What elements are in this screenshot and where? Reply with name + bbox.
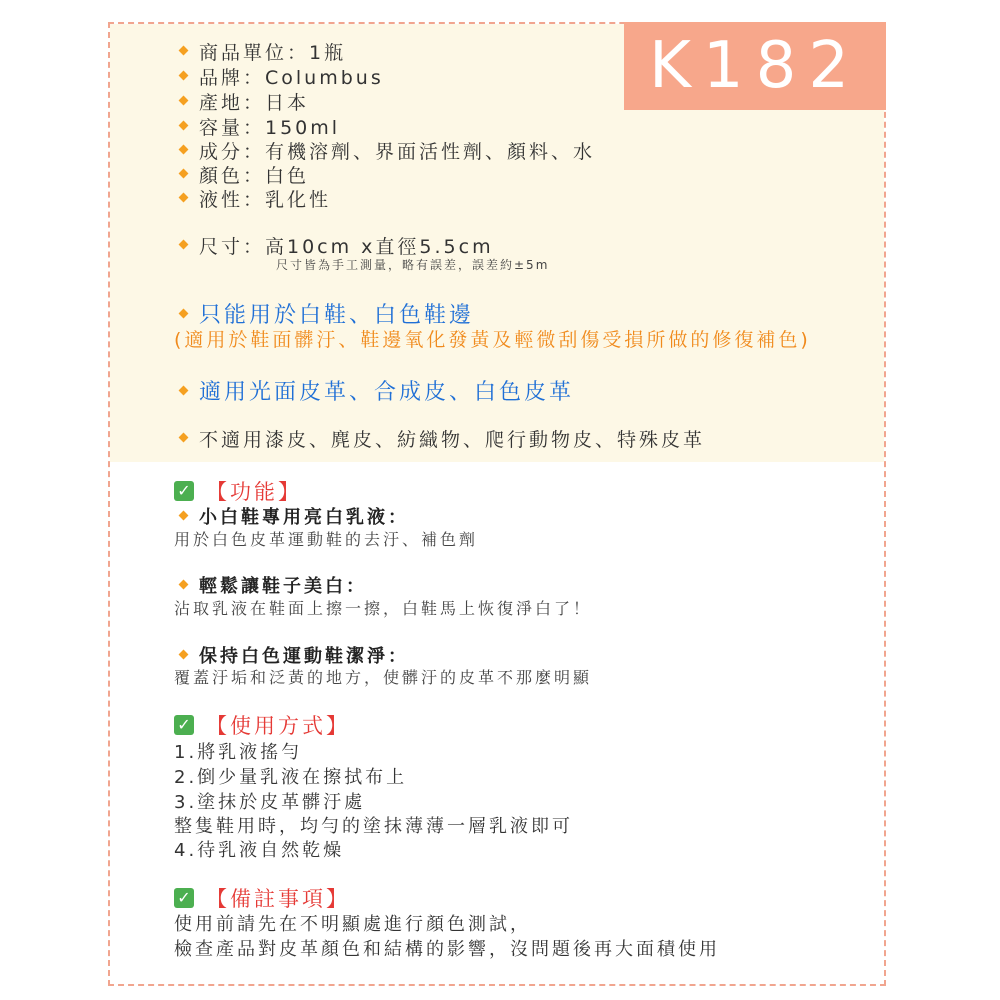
feature-desc: 覆蓋汙垢和泛黃的地方，使髒汙的皮革不那麼明顯 [174, 668, 593, 687]
feature-desc: 沾取乳液在鞋面上擦一擦，白鞋馬上恢復淨白了！ [174, 599, 593, 618]
usage-heading: ✓ 【使用方式】 [174, 710, 350, 740]
spec-color: 顏色：白色 [180, 161, 309, 188]
features-heading: ✓ 【功能】 [174, 476, 302, 506]
green-check-icon: ✓ [174, 481, 194, 501]
orange-diamond-icon [179, 240, 189, 250]
feature-desc: 用於白色皮革運動鞋的去汙、補色劑 [174, 530, 479, 549]
size-note: 尺寸皆為手工測量，略有誤差，誤差約±5m [276, 258, 550, 272]
note-line: 使用前請先在不明顯處進行顏色測試， [174, 914, 531, 935]
usage-step: 4.待乳液自然乾燥 [174, 840, 345, 861]
orange-diamond-icon [179, 46, 189, 56]
spec-volume: 容量：150ml [180, 113, 340, 140]
spec-brand: 品牌：Columbus [180, 63, 384, 90]
feature-title: 小白鞋專用亮白乳液： [180, 503, 409, 529]
usage-step: 3.塗抹於皮革髒汙處 [174, 792, 366, 813]
usage-step: 1.將乳液搖勻 [174, 742, 303, 763]
orange-diamond-icon [179, 169, 189, 179]
note-line: 檢查產品對皮革顏色和結構的影響，沒問題後再大面積使用 [174, 939, 720, 960]
orange-diamond-icon [179, 145, 189, 155]
usage-step: 2.倒少量乳液在擦拭布上 [174, 767, 408, 788]
spec-size: 尺寸：高10cm x直徑5.5cm [180, 232, 494, 259]
orange-diamond-icon [179, 193, 189, 203]
orange-diamond-icon [179, 510, 189, 520]
feature-title: 輕鬆讓鞋子美白： [180, 572, 367, 598]
orange-diamond-icon [179, 96, 189, 106]
orange-diamond-icon [179, 308, 189, 318]
orange-diamond-icon [179, 649, 189, 659]
unsuitable-materials: 不適用漆皮、麂皮、紡織物、爬行動物皮、特殊皮革 [180, 425, 705, 452]
product-code-badge: K182 [624, 22, 886, 110]
white-shoes-detail: (適用於鞋面髒汙、鞋邊氧化發黃及輕微刮傷受損所做的修復補色) [174, 329, 811, 351]
white-shoes-only: 只能用於白鞋、白色鞋邊 [180, 298, 474, 329]
orange-diamond-icon [179, 121, 189, 131]
spec-ingredients: 成分：有機溶劑、界面活性劑、顏料、水 [180, 137, 595, 164]
spec-origin: 產地：日本 [180, 88, 309, 115]
orange-diamond-icon [179, 433, 189, 443]
feature-title: 保持白色運動鞋潔淨： [180, 642, 409, 668]
green-check-icon: ✓ [174, 888, 194, 908]
orange-diamond-icon [179, 385, 189, 395]
usage-step: 整隻鞋用時，均勻的塗抹薄薄一層乳液即可 [174, 816, 573, 837]
spec-unit: 商品單位：1瓶 [180, 38, 346, 65]
notes-heading: ✓ 【備註事項】 [174, 883, 350, 913]
orange-diamond-icon [179, 71, 189, 81]
orange-diamond-icon [179, 579, 189, 589]
green-check-icon: ✓ [174, 715, 194, 735]
suitable-materials: 適用光面皮革、合成皮、白色皮革 [180, 375, 574, 406]
spec-liquid-type: 液性：乳化性 [180, 185, 331, 212]
